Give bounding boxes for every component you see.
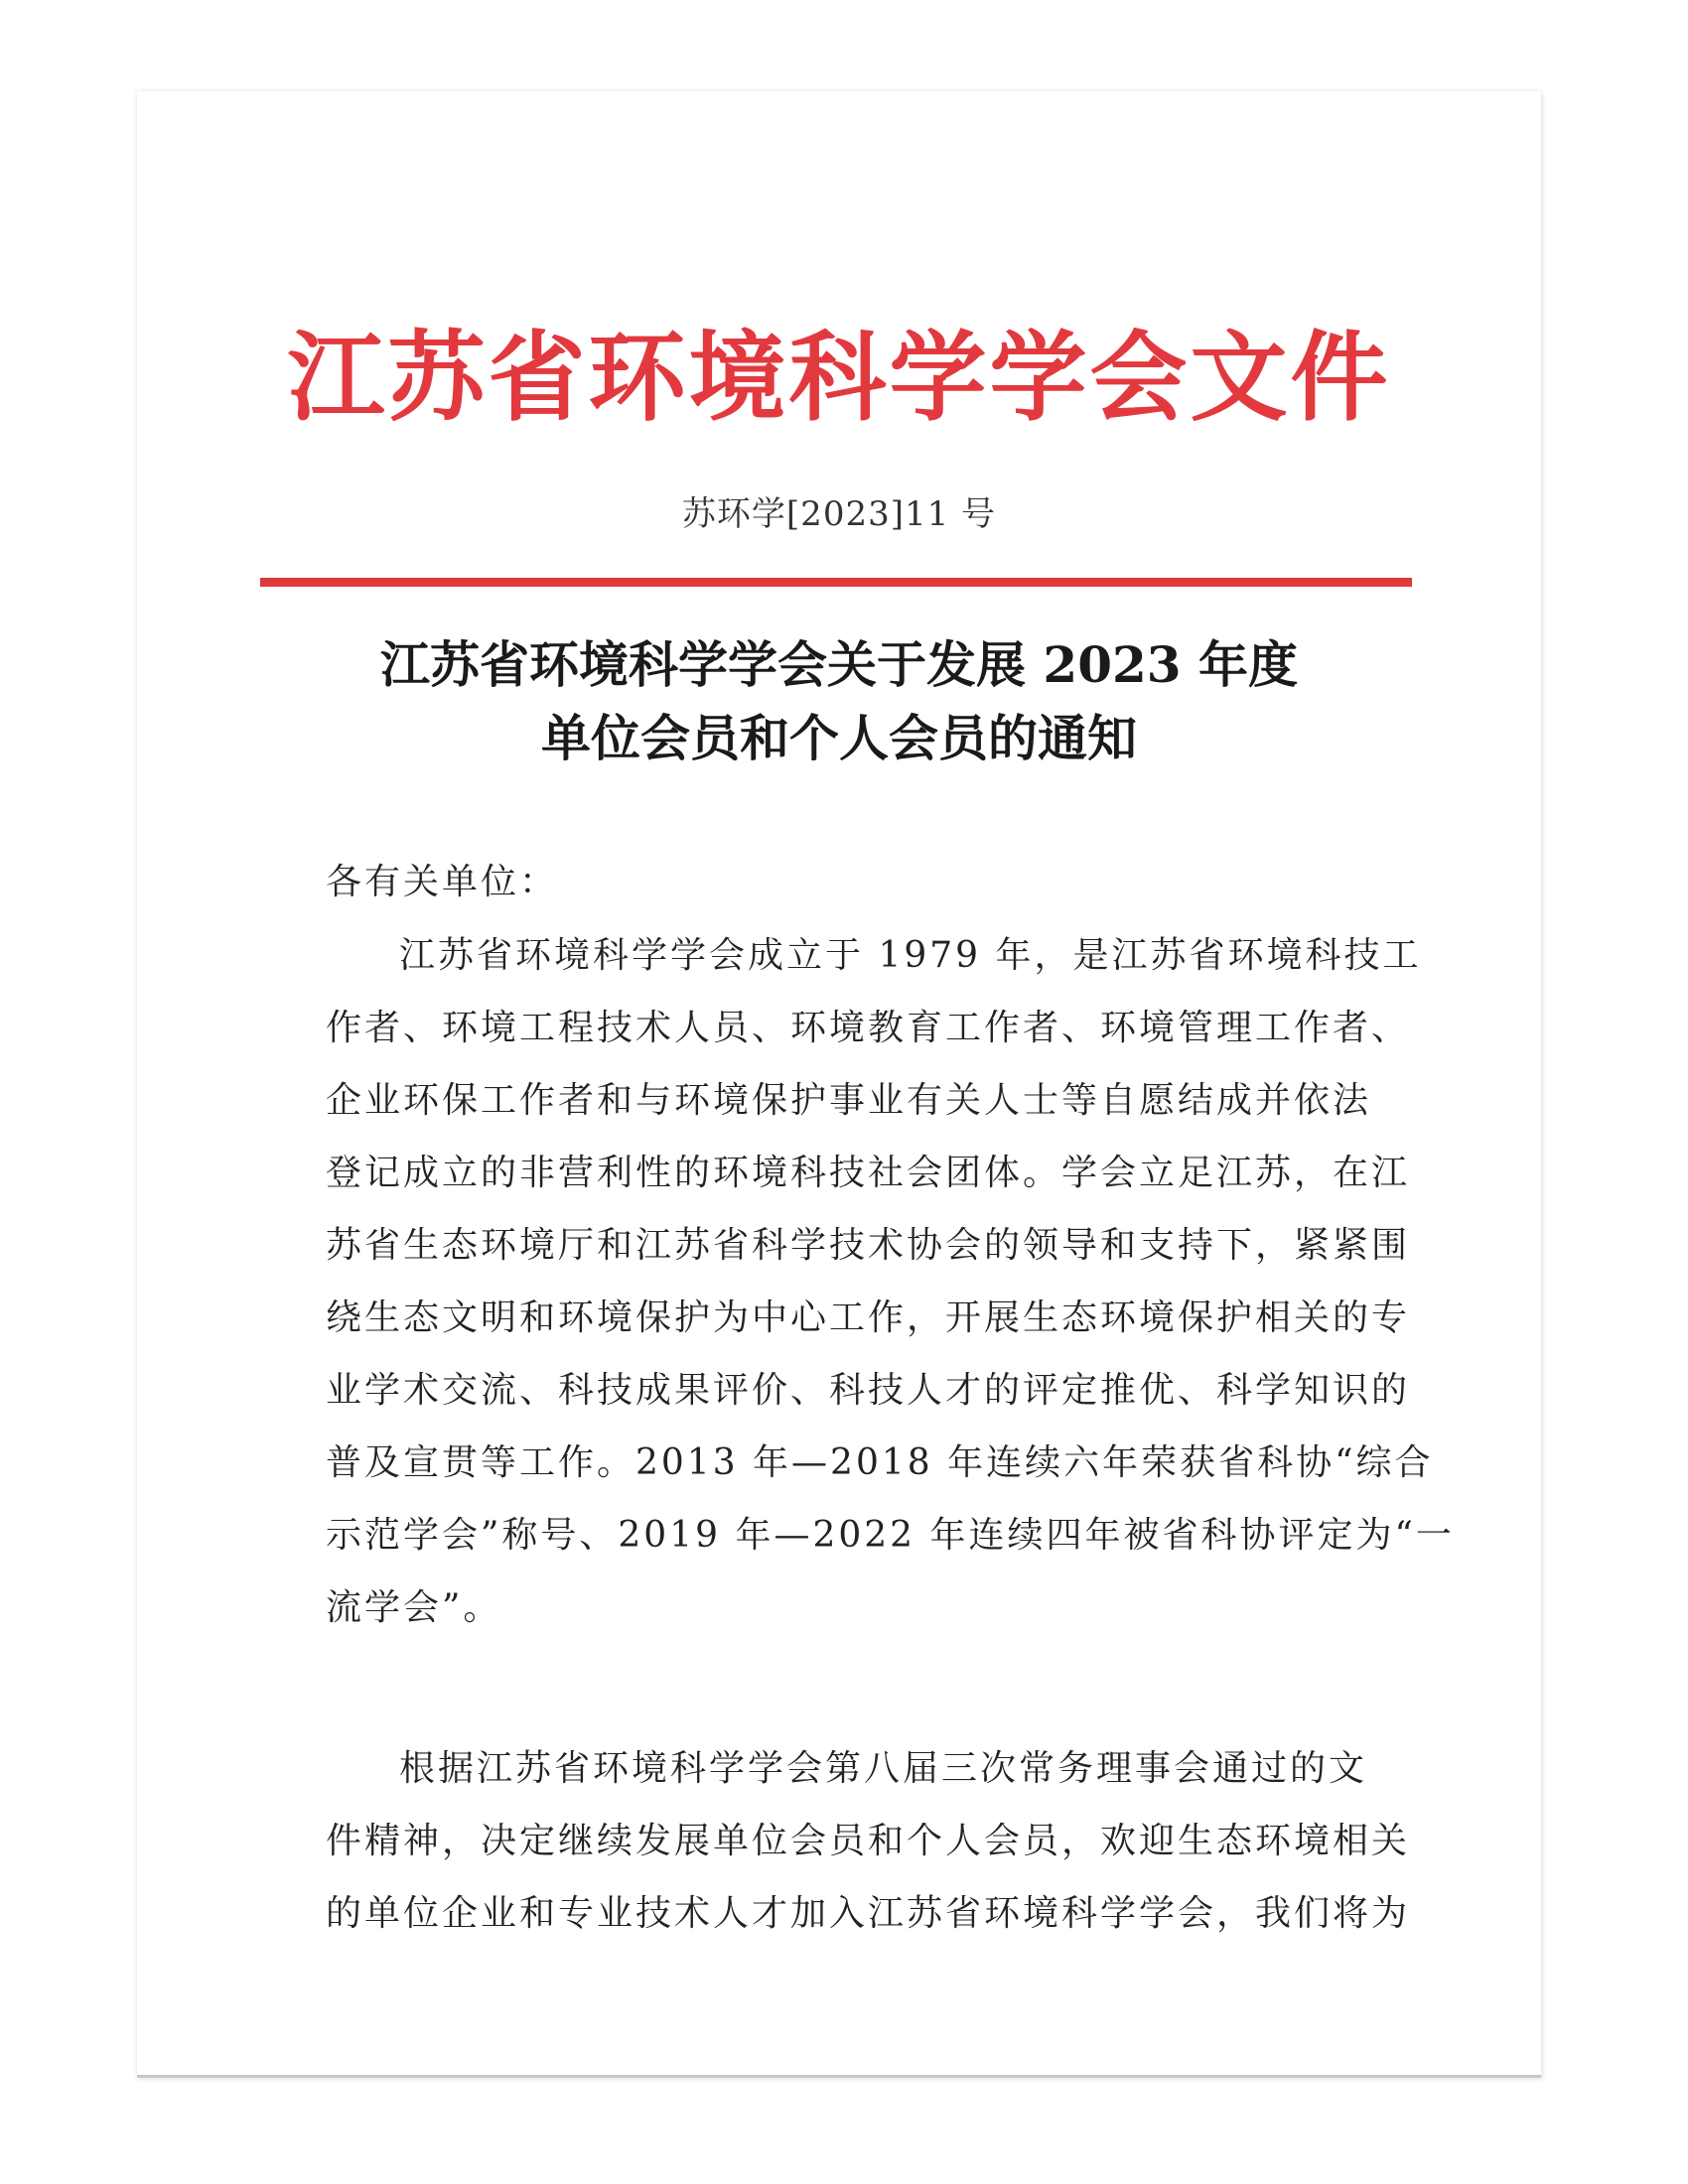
body-line: 苏省生态环境厅和江苏省科学技术协会的领导和支持下，紧紧围 xyxy=(326,1225,1411,1266)
body-line: 示范学会”称号、2019 年—2022 年连续四年被省科协评定为“一 xyxy=(326,1515,1455,1556)
document-header-title: 江苏省环境科学学会文件 xyxy=(287,321,1391,435)
body-line: 普及宣贯等工作。2013 年—2018 年连续六年荣获省科协“综合 xyxy=(326,1442,1434,1483)
body-line: 绕生态文明和环境保护为中心工作，开展生态环境保护相关的专 xyxy=(326,1297,1411,1338)
header-divider xyxy=(260,578,1412,587)
body-line: 业学术交流、科技成果评价、科技人才的评定推优、科学知识的 xyxy=(326,1370,1411,1411)
body-line: 的单位企业和专业技术人才加入江苏省环境科学学会，我们将为 xyxy=(326,1893,1411,1934)
body-line: 件精神，决定继续发展单位会员和个人会员，欢迎生态环境相关 xyxy=(326,1821,1411,1861)
body-line: 企业环保工作者和与环境保护事业有关人士等自愿结成并依法 xyxy=(326,1080,1372,1121)
body-line: 流学会”。 xyxy=(326,1587,502,1628)
body-line: 登记成立的非营利性的环境科技社会团体。学会立足江苏，在江 xyxy=(326,1153,1411,1193)
body-line: 根据江苏省环境科学学会第八届三次常务理事会通过的文 xyxy=(399,1748,1368,1789)
body-line: 作者、环境工程技术人员、环境教育工作者、环境管理工作者、 xyxy=(326,1008,1411,1048)
document-number: 苏环学[2023]11 号 xyxy=(681,494,997,534)
salutation: 各有关单位： xyxy=(326,862,559,902)
body-line: 江苏省环境科学学会成立于 1979 年，是江苏省环境科技工 xyxy=(399,935,1422,976)
notice-title-line-2: 单位会员和个人会员的通知 xyxy=(541,709,1137,767)
notice-title-line-1: 江苏省环境科学学会关于发展 2023 年度 xyxy=(380,635,1298,694)
document-page xyxy=(137,91,1541,2078)
